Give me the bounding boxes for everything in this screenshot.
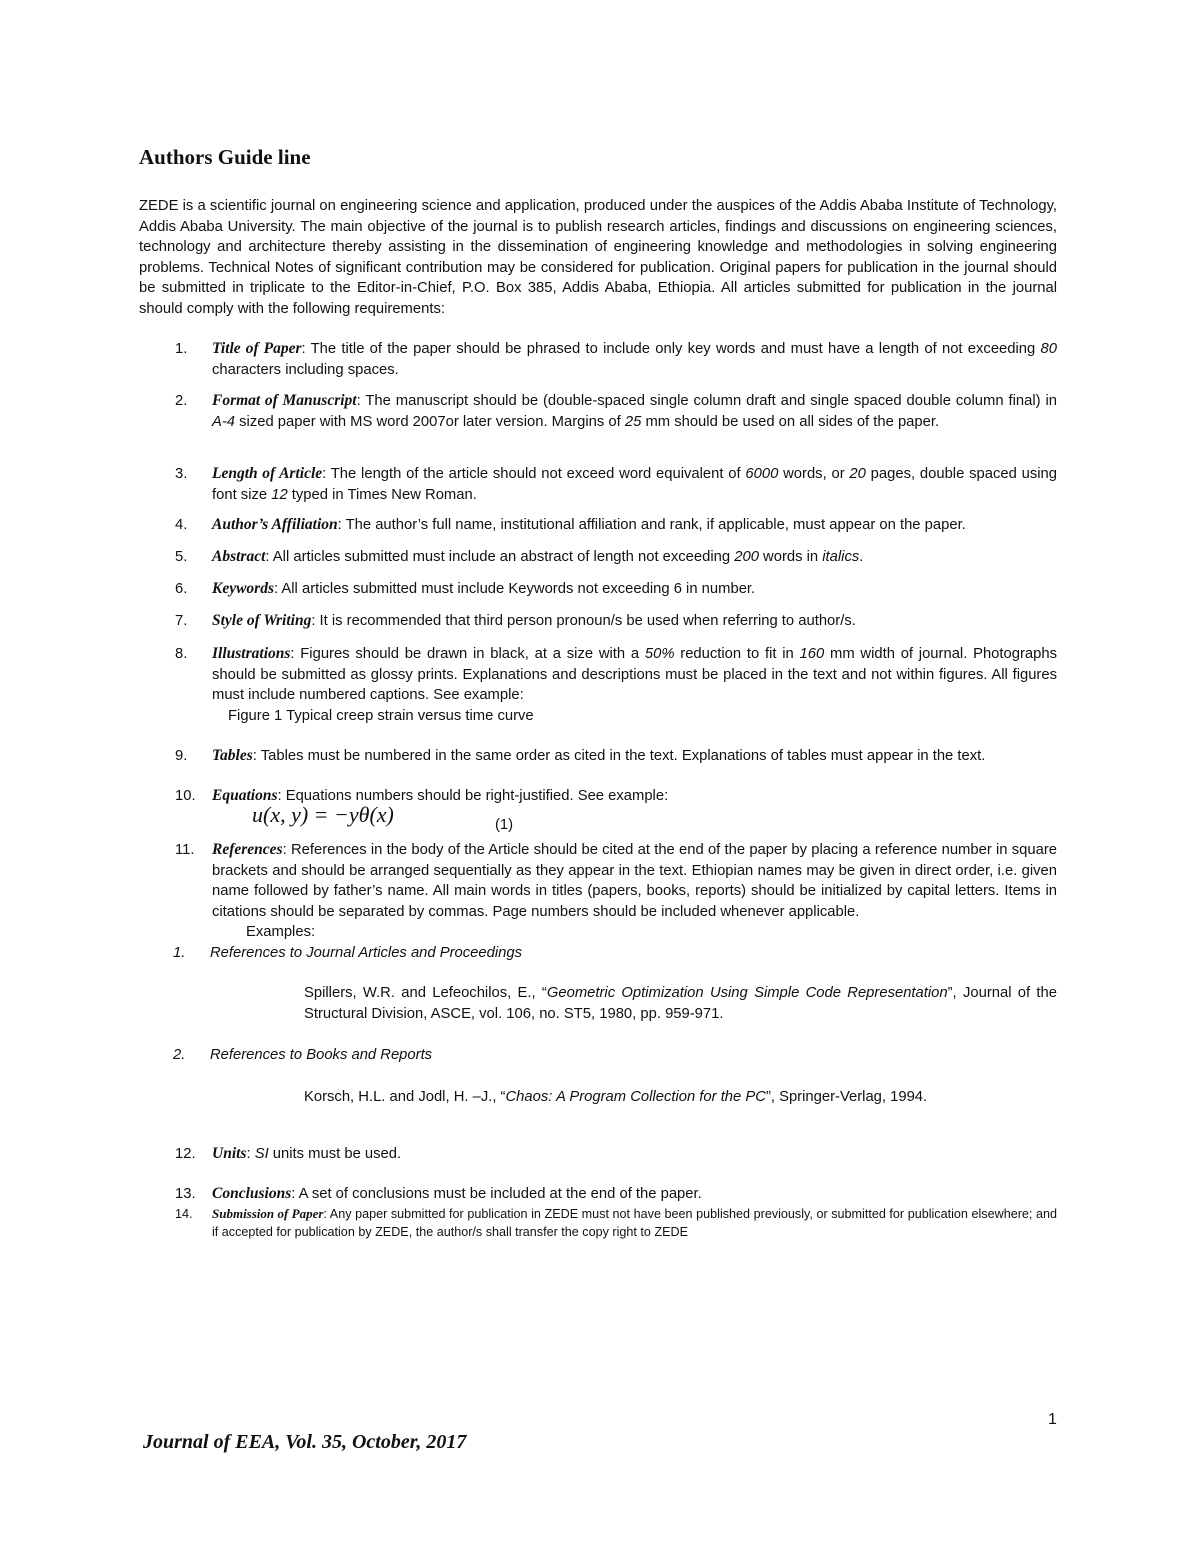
item-text: sized paper with MS word 2007or later version. Margins of <box>235 413 625 430</box>
item-text: units must be used. <box>268 1146 402 1162</box>
item-text: : Equations numbers should be right-justified. See example: <box>277 788 669 804</box>
item-number: 2. <box>175 393 188 409</box>
item-number: 3. <box>175 466 188 482</box>
intro-paragraph: ZEDE is a scientific journal on engineering science and application, produced under the auspices of the Addis Ababa Institute of Technology, Addis Ababa University. The main objective of the journal is to publish research articles, findings and discussions on engineering sciences, technology and architecture thereby assisting in the dissemination of engineering knowledge and methodologies in solving engineering problems. Technical Notes of significant contribution may be considered for publication. Original papers for publication in the journal should be submitted in triplicate to the Editor-in-Chief, P.O. Box 385, Addis Ababa, Ethiopia. All articles submitted for publication in the journal should comply with the following requirements: <box>139 198 1057 317</box>
example-number: 2. <box>173 1047 186 1063</box>
page-title: Authors Guide line <box>139 145 311 169</box>
item-text: : References in the body of the Article should be cited at the end of the paper by placing a reference number in square brackets and should be arranged sequentially as they appear in the text. Ethiopian names may be given in direct order, i.e. given name followed by father’s name. All main words in titles (papers, books, reports) should be initialized by capital letters. Items in citations should be separated by commas. Page numbers should be included whenever applicable. <box>212 842 1057 920</box>
item-number: 8. <box>175 646 188 662</box>
item-emphasis: 80 <box>1040 341 1057 357</box>
item-label: Conclusions <box>212 1185 292 1202</box>
list-item <box>139 515 1057 536</box>
citation-title: Chaos: A Program Collection for the PC <box>505 1088 766 1105</box>
item-emphasis: 25 <box>624 413 642 430</box>
item-label: Author’s Affiliation <box>212 516 338 533</box>
equation: u(x, y) = −yθ(x) <box>252 801 394 827</box>
item-number: 9. <box>175 748 188 764</box>
item-text: : Any paper submitted for publication in ZEDE must not have been published previously, or submitted for publication elsewhere; and if accepted for publication by ZEDE, the author/s shall transfer the copy right to ZEDE <box>212 1207 1057 1239</box>
item-emphasis: 200 <box>734 549 759 565</box>
item-text: words, or <box>778 466 850 482</box>
item-number: 4. <box>175 517 188 533</box>
item-text: . <box>859 549 864 565</box>
item-body <box>212 746 1057 767</box>
examples-label: Examples: <box>246 924 316 940</box>
list-item <box>139 1144 1057 1165</box>
item-label: Length of Article <box>212 465 323 482</box>
list-item <box>139 547 1057 568</box>
list-item <box>139 1184 1057 1205</box>
equation-number: (1) <box>495 816 514 833</box>
list-item <box>139 746 1057 767</box>
item-number: 1. <box>175 341 188 357</box>
citation-text: ”, Springer-Verlag, 1994. <box>765 1088 928 1105</box>
item-body <box>212 840 1057 943</box>
item-body <box>212 515 1057 536</box>
list-item <box>139 840 1057 1107</box>
journal-footer: Journal of EEA, Vol. 35, October, 2017 <box>143 1431 467 1453</box>
item-body <box>212 339 1057 380</box>
list-item <box>139 611 1057 632</box>
item-emphasis: 12 <box>271 486 288 503</box>
item-text: : <box>246 1146 255 1162</box>
item-text: mm width of journal. Photographs should be submitted as glossy prints. Explanations and descriptions must be placed in the text and not within figures. All figures must include numbered captions. See example: <box>212 646 1057 703</box>
list-item <box>139 786 1057 835</box>
example-number: 1. <box>173 944 186 961</box>
item-text: : All articles submitted must include an abstract of length not exceeding <box>265 549 735 565</box>
citation-title: Geometric Optimization Using Simple Code Representation <box>546 985 948 1001</box>
list-item <box>139 644 1057 726</box>
reference-citation <box>212 983 1057 1024</box>
item-text: characters including spaces. <box>212 361 399 378</box>
list-item <box>139 464 1057 505</box>
item-emphasis: 20 <box>849 466 866 482</box>
item-body <box>212 579 1057 600</box>
reference-citation <box>212 1087 1057 1108</box>
item-number: 12. <box>175 1146 196 1162</box>
list-item <box>139 1205 1057 1241</box>
item-label: Style of Writing <box>212 612 312 629</box>
item-label: References <box>212 841 283 858</box>
item-body <box>212 611 1057 632</box>
item-text: words in <box>758 549 823 565</box>
item-number: 11. <box>175 842 195 858</box>
item-body <box>212 391 1057 432</box>
item-text: : The manuscript should be (double-spaced single column draft and single spaced double column final) in <box>356 393 1057 409</box>
item-text: typed in Times New Roman. <box>287 486 477 503</box>
item-text: : It is recommended that third person pronoun/s be used when referring to author/s. <box>311 613 856 629</box>
example-heading: References to Journal Articles and Proceedings <box>210 944 522 961</box>
list-item <box>139 579 1057 600</box>
item-emphasis: 6000 <box>745 466 779 482</box>
item-number: 14. <box>175 1207 193 1221</box>
list-item <box>139 391 1057 432</box>
item-body <box>212 786 1057 835</box>
item-text: : Figures should be drawn in black, at a size with a <box>290 646 645 662</box>
reference-example <box>139 943 1057 964</box>
item-body <box>212 464 1057 505</box>
item-text: pages, double spaced using font size <box>212 466 1057 503</box>
item-body <box>212 644 1057 726</box>
item-text: : The title of the paper should be phrased to include only key words and must have a length of not exceeding <box>301 341 1041 357</box>
item-emphasis: italics <box>822 549 860 565</box>
item-emphasis: 160 <box>799 646 825 662</box>
item-text: : All articles submitted must include Keywords not exceeding 6 in number. <box>274 581 756 597</box>
item-label: Submission of Paper <box>212 1206 324 1221</box>
item-label: Keywords <box>212 580 274 597</box>
item-body <box>212 1144 1057 1165</box>
item-label: Title of Paper <box>212 340 302 357</box>
citation-text: ”, Journal of the Structural Division, ASCE, vol. 106, no. ST5, 1980, pp. 959-971. <box>304 985 1057 1022</box>
item-label: Tables <box>212 747 253 764</box>
item-text: : Tables must be numbered in the same order as cited in the text. Explanations of tables must appear in the text. <box>252 748 986 764</box>
item-number: 6. <box>175 581 188 597</box>
item-label: Illustrations <box>212 645 291 662</box>
item-body <box>212 1205 1057 1241</box>
item-number: 10. <box>175 788 196 804</box>
equation-row <box>212 801 1057 835</box>
item-text: : A set of conclusions must be included at the end of the paper. <box>291 1186 702 1202</box>
item-text: : The length of the article should not exceed word equivalent of <box>322 466 746 482</box>
item-emphasis: A-4 <box>212 413 236 430</box>
item-text: mm should be used on all sides of the paper. <box>641 413 940 430</box>
item-text: : The author’s full name, institutional affiliation and rank, if applicable, must appear on the paper. <box>337 517 966 533</box>
reference-example <box>139 1045 1057 1066</box>
page-number: 1 <box>1048 1411 1057 1428</box>
item-label: Format of Manuscript <box>212 392 357 409</box>
example-heading: References to Books and Reports <box>210 1047 433 1063</box>
citation-text: Spillers, W.R. and Lefeochilos, E., “ <box>304 985 547 1001</box>
item-body <box>212 547 1057 568</box>
citation-text: Korsch, H.L. and Jodl, H. –J., “ <box>304 1088 506 1105</box>
item-label: Equations <box>212 787 278 804</box>
item-label: Units <box>212 1145 247 1162</box>
list-item <box>139 339 1057 380</box>
figure-caption-example: Figure 1 Typical creep strain versus time curve <box>228 707 534 724</box>
item-emphasis: SI <box>254 1146 269 1162</box>
item-label: Abstract <box>212 548 266 565</box>
item-emphasis: 50% <box>644 646 675 662</box>
item-number: 13. <box>175 1186 196 1202</box>
item-number: 5. <box>175 549 188 565</box>
item-text: reduction to fit in <box>674 646 800 662</box>
item-number: 7. <box>175 613 188 629</box>
item-body <box>212 1184 1057 1205</box>
